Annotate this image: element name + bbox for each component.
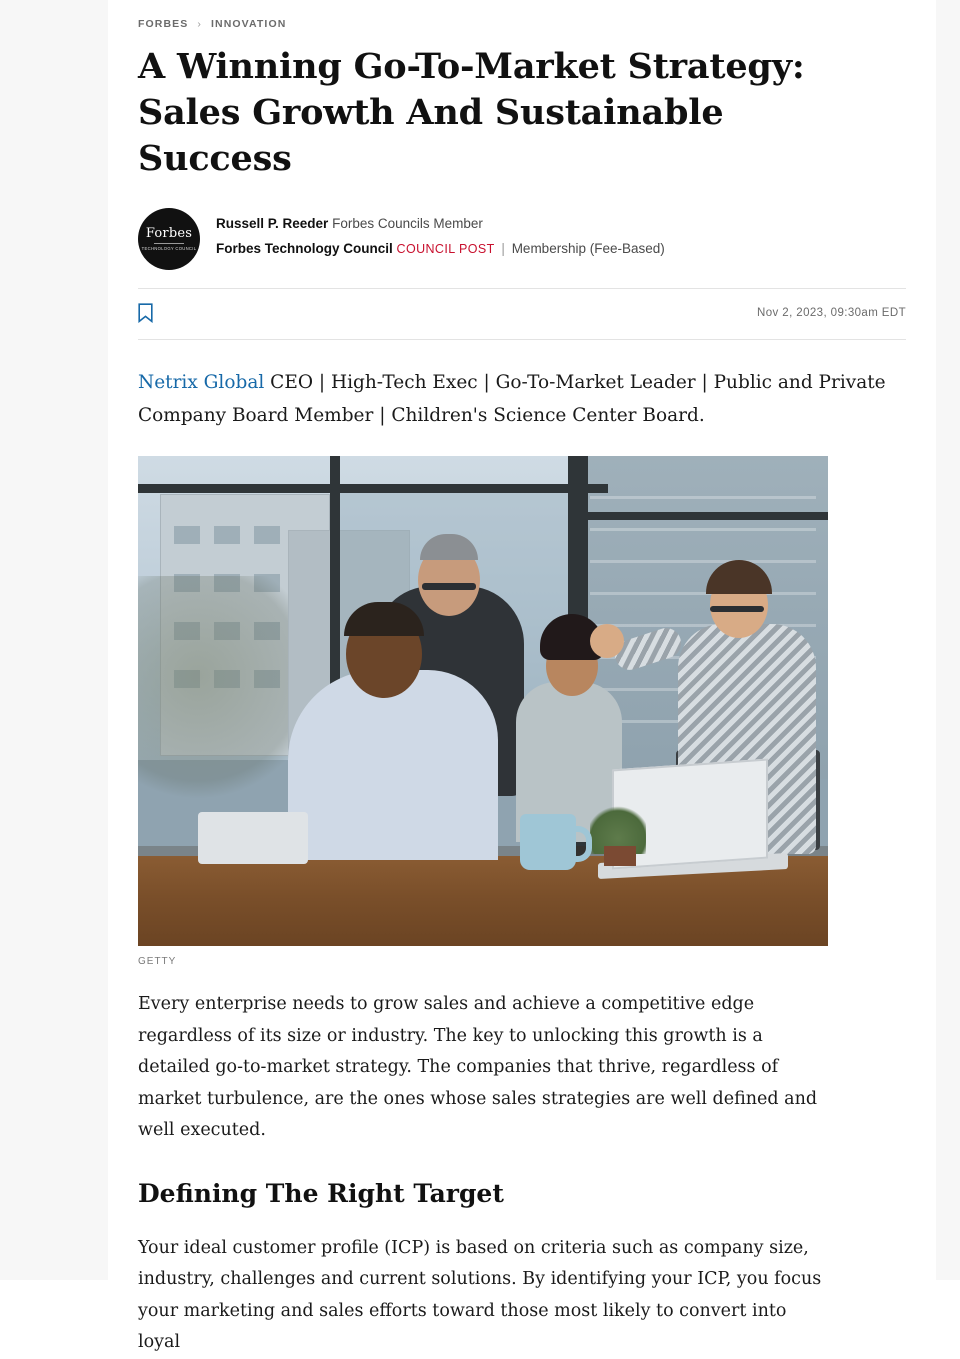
article-paragraph: Every enterprise needs to grow sales and achieve a competitive edge regardless of its size or industry. The key to unlocking this growth is a detailed go-to-market strategy. The companies that thrive, regardless of market turbulence, are the ones whose sales strategies are well defined and well executed. xyxy=(138,994,818,1140)
section-heading: Defining The Right Target xyxy=(138,1178,504,1208)
company-link[interactable]: Netrix Global xyxy=(138,372,265,393)
left-gutter xyxy=(0,0,109,1280)
publish-timestamp: Nov 2, 2023, 09:30am EDT xyxy=(757,307,906,319)
avatar[interactable] xyxy=(138,208,200,270)
window-blind-slat xyxy=(590,528,816,531)
membership-label: Membership (Fee-Based) xyxy=(511,241,665,256)
article-container xyxy=(108,0,936,1352)
breadcrumb-section[interactable]: INNOVATION xyxy=(211,18,287,30)
monitor xyxy=(198,812,308,864)
breadcrumb-separator-icon: › xyxy=(197,18,202,30)
bookmark-icon[interactable] xyxy=(138,303,153,323)
avatar-divider xyxy=(154,243,184,244)
background-tree xyxy=(138,576,288,826)
window-blind-slat xyxy=(590,560,816,563)
hero-image xyxy=(138,456,828,946)
building-window xyxy=(174,526,200,544)
author-standfirst xyxy=(138,366,906,432)
article-paragraph: Your ideal customer profile (ICP) is based on criteria such as company size, industry, challenges and current solutions. By identifying your ICP, you focus your marketing and sales efforts toward those most likely to convert into loyal xyxy=(138,1237,822,1352)
council-post-badge: COUNCIL POST xyxy=(396,242,495,256)
avatar-wordmark: Forbes xyxy=(145,225,193,241)
page-title: A Winning Go-To-Market Strategy: Sales Growth And Sustainable Success xyxy=(138,46,805,179)
standfirst-rest: CEO | High-Tech Exec | Go-To-Market Leader | Public and Private Company Board Member | Children's Science Center Board. xyxy=(138,372,886,426)
right-gutter xyxy=(935,0,960,1280)
byline-block xyxy=(138,208,906,289)
window-mullion xyxy=(574,512,828,520)
eyeglasses xyxy=(710,606,764,612)
plant-pot xyxy=(604,846,636,866)
building-window xyxy=(214,526,240,544)
author-name[interactable]: Russell P. Reeder xyxy=(216,216,329,231)
council-name[interactable]: Forbes Technology Council xyxy=(216,241,393,256)
eyeglasses xyxy=(422,583,476,590)
breadcrumb xyxy=(138,18,906,30)
byline-pipe: | xyxy=(501,241,505,256)
window-blind-slat xyxy=(590,592,816,595)
window-mullion xyxy=(138,484,608,493)
byline-text xyxy=(216,208,665,260)
image-credit: GETTY xyxy=(138,956,177,967)
window-blind-slat xyxy=(590,496,816,499)
byline-author-row xyxy=(216,214,665,234)
person-seated-man xyxy=(288,670,498,860)
article-figure xyxy=(138,456,906,967)
article-meta-row xyxy=(138,289,906,340)
byline-council-row xyxy=(216,238,665,260)
coffee-mug xyxy=(520,814,576,870)
person-hand xyxy=(590,624,624,658)
building-window xyxy=(254,526,280,544)
avatar-subtitle: TECHNOLOGY COUNCIL xyxy=(141,245,197,251)
breadcrumb-site[interactable]: FORBES xyxy=(138,18,189,30)
author-role: Forbes Councils Member xyxy=(332,216,483,231)
